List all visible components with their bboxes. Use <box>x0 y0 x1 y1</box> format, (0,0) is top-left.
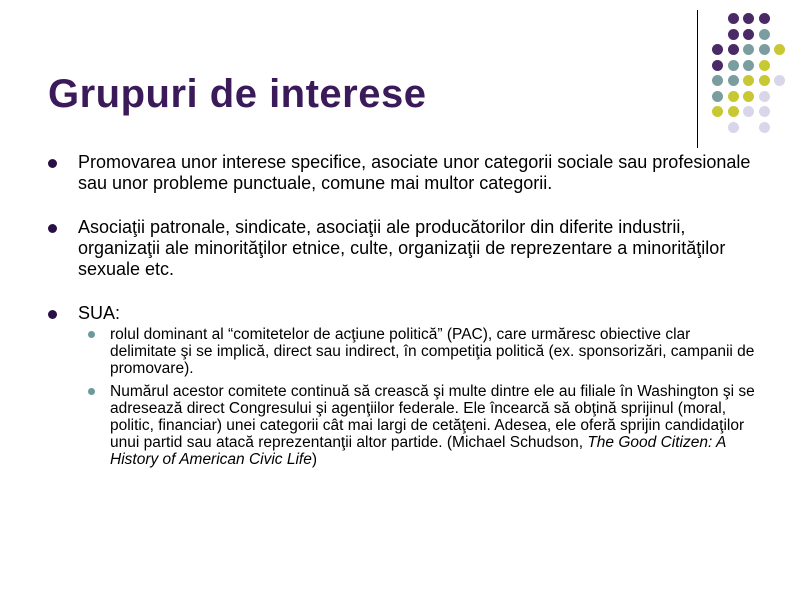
slide-title: Grupuri de interese <box>48 72 427 116</box>
sub-bullet-2 <box>78 383 760 468</box>
decor-dot <box>743 29 754 40</box>
decor-dot <box>774 44 785 55</box>
decor-dot <box>728 44 739 55</box>
sub-bullet-list <box>78 326 760 468</box>
decor-dot <box>712 106 723 117</box>
decor-dot <box>759 44 770 55</box>
bullet-3-label: SUA: <box>78 303 121 323</box>
vertical-divider <box>697 10 698 148</box>
decor-dot <box>759 122 770 133</box>
decor-dot <box>759 106 770 117</box>
book-title: The Good Citizen: A History of American Civic Life <box>110 434 726 468</box>
decor-dot <box>759 29 770 40</box>
decor-dot <box>759 60 770 71</box>
decor-dot <box>743 13 754 24</box>
decor-dot <box>728 60 739 71</box>
decorative-dot-grid <box>0 0 800 140</box>
bullet-2: Asociaţii patronale, sindicate, asociaţii ale producătorilor din diferite industrii, organizaţii ale minorităţilor etnice, culte, organizaţii de reprezentare a minorităţilor sexuale etc. <box>48 217 760 280</box>
decor-dot <box>712 75 723 86</box>
slide-content <box>48 152 760 491</box>
decor-dot <box>728 13 739 24</box>
decor-dot <box>728 91 739 102</box>
sub-bullet-1: rolul dominant al “comitetelor de acţiune politică” (PAC), care urmăresc obiective clar delimitate şi se implică, direct sau indirect, în competiţia politică (ex. sponsorizări, campanii de promovare). <box>78 326 760 377</box>
sub-bullet-2-text: Numărul acestor comitete continuă să crească şi multe dintre ele au filiale în Washington şi se adresează direct Congresului şi agenţiilor federale. Ele încearcă să obţină sprijinul (moral, politic, financiar) unei categorii cât mai largi de cetăţeni. Adesea, ele oferă sprijin candidaţilor unui partid sau atacă reprezentanţii altor partide. (Michael Schudson, <box>110 383 755 451</box>
bullet-3 <box>48 303 760 468</box>
decor-dot <box>712 44 723 55</box>
decor-dot <box>728 106 739 117</box>
decor-dot <box>774 75 785 86</box>
decor-dot <box>759 13 770 24</box>
sub-bullet-2-end: ) <box>311 451 318 468</box>
bullet-1: Promovarea unor interese specifice, asociate unor categorii sociale sau profesionale sau unor probleme punctuale, comune mai multor categorii. <box>48 152 760 194</box>
decor-dot <box>743 91 754 102</box>
decor-dot <box>728 122 739 133</box>
decor-dot <box>728 75 739 86</box>
decor-dot <box>728 29 739 40</box>
decor-dot <box>759 91 770 102</box>
decor-dot <box>743 60 754 71</box>
decor-dot <box>712 91 723 102</box>
decor-dot <box>743 106 754 117</box>
decor-dot <box>712 60 723 71</box>
decor-dot <box>743 44 754 55</box>
decor-dot <box>743 75 754 86</box>
decor-dot <box>759 75 770 86</box>
